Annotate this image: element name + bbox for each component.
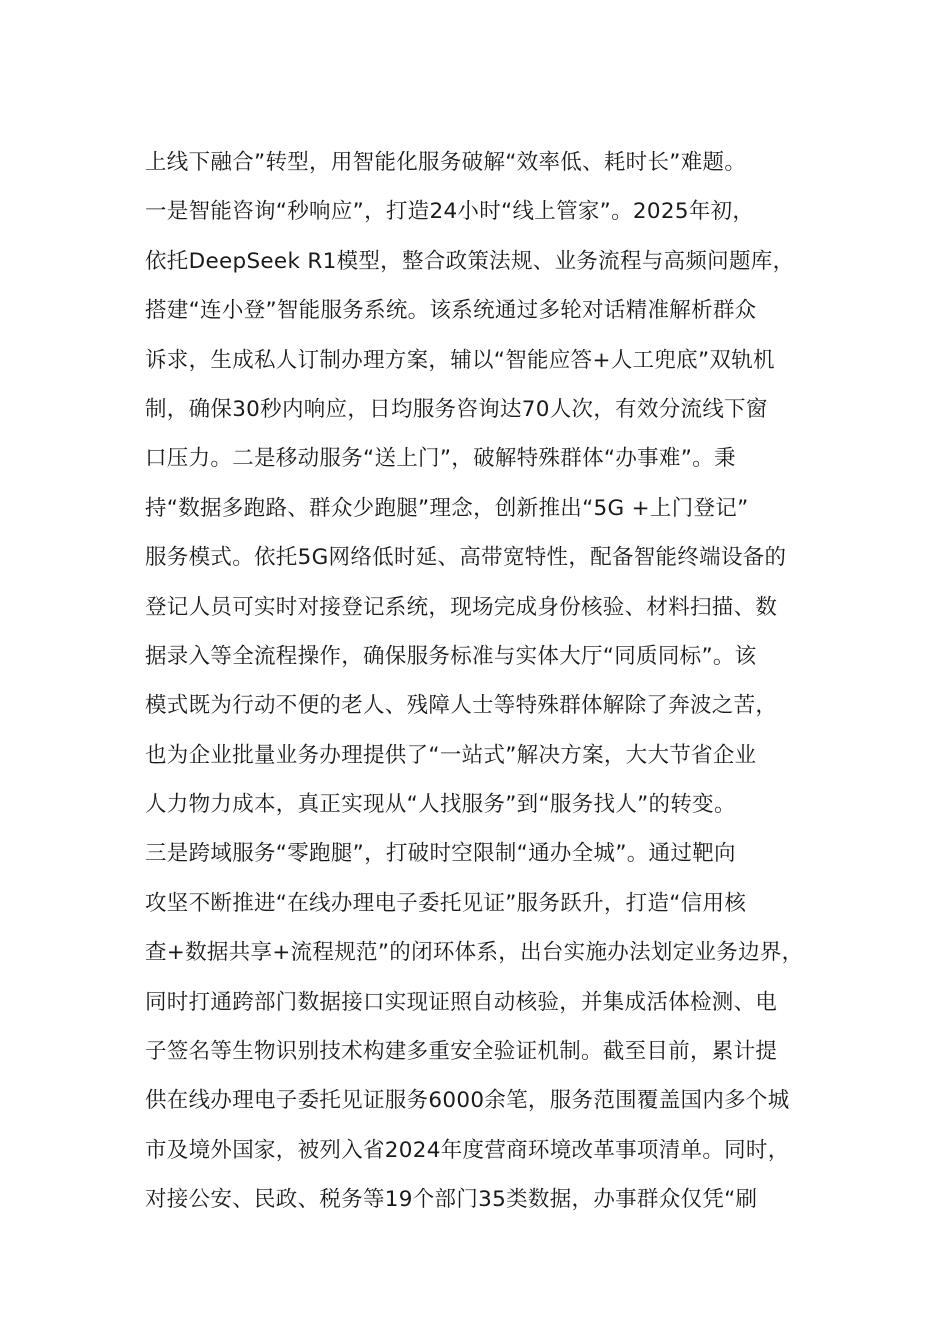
text-line: 搭建“连小登”智能服务系统。该系统通过多轮对话精准解析群众 — [145, 298, 757, 324]
text-line: 三是跨域服务“零跑腿”，打破时空限制“通办全城”。通过靶向 — [145, 841, 736, 867]
text-line: 攻坚不断推进“在线办理电子委托见证”服务跃升，打造“信用核 — [145, 890, 747, 916]
text-line: 诉求，生成私人订制办理方案，辅以“智能应答+人工兜底”双轨机 — [145, 347, 775, 373]
text-line: 据录入等全流程操作，确保服务标准与实体大厅“同质同标”。该 — [145, 643, 757, 669]
text-line: 对接公安、民政、税务等19个部门35类数据，办事群众仅凭“刷 — [145, 1187, 758, 1213]
text-line: 一是智能咨询“秒响应”，打造24小时“线上管家”。2025年初， — [145, 199, 755, 225]
text-line: 供在线办理电子委托见证服务6000余笔，服务范围覆盖国内多个城 — [145, 1088, 790, 1114]
text-line: 查+数据共享+流程规范”的闭环体系，出台实施办法划定业务边界， — [145, 940, 804, 966]
text-line: 依托DeepSeek R1模型，整合政策法规、业务流程与高频问题库， — [145, 248, 795, 274]
text-line: 口压力。二是移动服务“送上门”，破解特殊群体“办事难”。秉 — [145, 446, 736, 472]
text-line: 模式既为行动不便的老人、残障人士等特殊群体解除了奔波之苦， — [145, 693, 778, 719]
text-line: 制，确保30秒内响应，日均服务咨询达70人次，有效分流线下窗 — [145, 396, 768, 422]
text-line: 服务模式。依托5G网络低时延、高带宽特性，配备智能终端设备的 — [145, 545, 787, 571]
text-line: 持“数据多跑路、群众少跑腿”理念，创新推出“5G +上门登记” — [145, 495, 749, 521]
text-line: 也为企业批量业务办理提供了“一站式”解决方案，大大节省企业 — [145, 742, 757, 768]
text-line: 上线下融合”转型，用智能化服务破解“效率低、耗时长”难题。 — [145, 150, 747, 175]
text-line: 登记人员可实时对接登记系统，现场完成身份核验、材料扫描、数 — [145, 594, 778, 620]
body-paragraph — [145, 138, 825, 1225]
text-line: 子签名等生物识别技术构建多重安全验证机制。截至目前，累计提 — [145, 1039, 778, 1065]
text-line: 市及境外国家，被列入省2024年度营商环境改革事项清单。同时， — [145, 1137, 790, 1163]
text-line: 同时打通跨部门数据接口实现证照自动核验，并集成活体检测、电 — [145, 989, 778, 1015]
text-line: 人力物力成本，真正实现从“人找服务”到“服务找人”的转变。 — [145, 792, 736, 818]
